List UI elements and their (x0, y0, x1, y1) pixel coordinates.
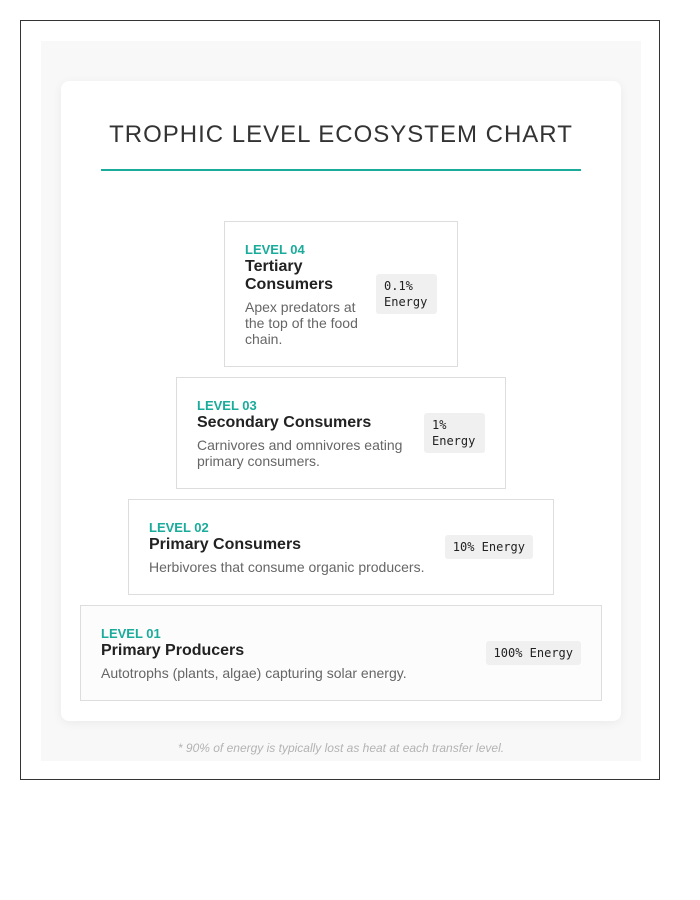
level-name: Primary Producers (101, 641, 245, 659)
trophic-level-4 (224, 221, 458, 367)
energy-badge: 100% Energy (486, 641, 581, 665)
level-text (245, 242, 365, 347)
level-tag: LEVEL 02 (149, 519, 209, 535)
level-tag: LEVEL 03 (197, 397, 257, 413)
energy-badge: 0.1% Energy (376, 274, 437, 314)
page-frame (20, 20, 660, 780)
level-text (101, 626, 407, 681)
level-description: Herbivores that consume organic producers. (149, 558, 425, 575)
level-name: Tertiary Consumers (245, 257, 334, 293)
level-description: Carnivores and omnivores eating primary consumers. (197, 436, 403, 469)
level-description: Autotrophs (plants, algae) capturing solar energy. (101, 664, 407, 681)
page-title: TROPHIC LEVEL ECOSYSTEM CHART (109, 121, 573, 148)
trophic-level-1 (80, 605, 602, 701)
chart-card (61, 81, 621, 721)
level-name: Secondary Consumers (197, 413, 372, 431)
energy-badge: 1% Energy (424, 413, 485, 453)
level-tag: LEVEL 01 (101, 625, 161, 641)
chart-canvas (41, 41, 641, 761)
trophic-level-2 (128, 499, 554, 595)
level-text (149, 520, 424, 575)
level-description: Apex predators at the top of the food chain. (245, 298, 358, 347)
trophic-level-3 (176, 377, 506, 489)
title-underline (101, 169, 581, 171)
level-tag: LEVEL 04 (245, 241, 305, 257)
level-name: Primary Consumers (149, 535, 302, 553)
footnote: * 90% of energy is typically lost as heat at each transfer level. (177, 741, 505, 755)
level-text (197, 398, 414, 469)
energy-badge: 10% Energy (445, 535, 533, 559)
